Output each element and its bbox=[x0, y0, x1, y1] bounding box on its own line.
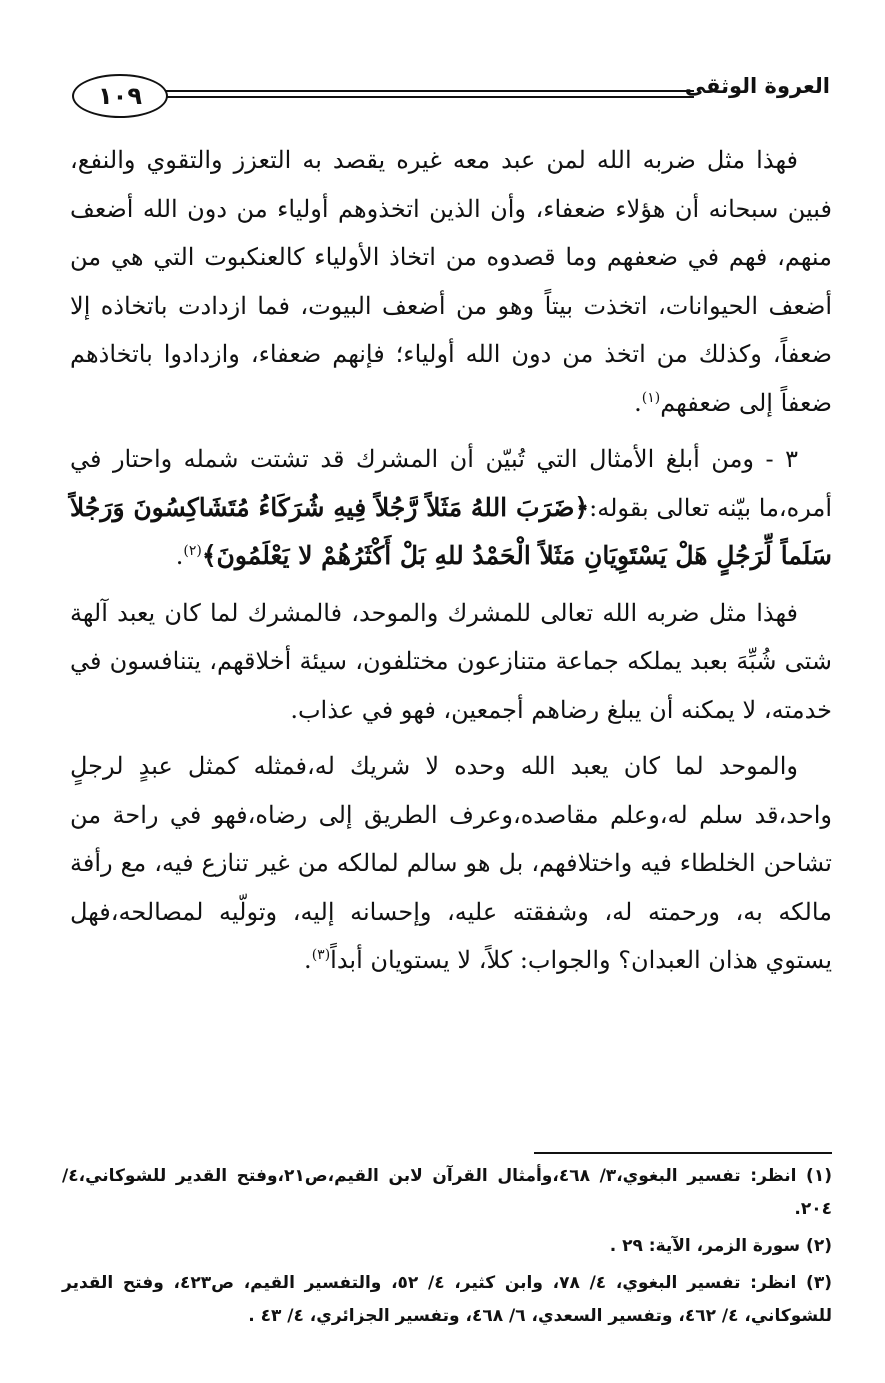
paragraph-1-text: فهذا مثل ضربه الله لمن عبد معه غيره يقصد به التعزز والتقوي والنفع، فبين سبحانه أن هؤلاء ضعفاء، وأن الذين اتخذوهم أولياء من دون الله أضعف منهم، فهم في ضعفهم وما قصدوه من اتخاذ الأولياء كالعنكبوت التي هي من أضعف الحيوانات، اتخذت بيتاً وهو من أضعف البيوت، فما ازدادت باتخاذه إلا ضعفاً، وكذلك من اتخذ من دون الله أولياء؛ فإنهم ضعفاء، وازدادوا باتخاذهم ضعفاً إلى ضعفهم bbox=[70, 146, 832, 417]
paragraph-4 bbox=[70, 742, 832, 985]
running-title: العروة الوثقى bbox=[684, 74, 830, 98]
paragraph-2 bbox=[70, 435, 832, 581]
footnotes bbox=[62, 1160, 832, 1337]
footnote-ref-1: (١) bbox=[641, 389, 661, 406]
footnote-1: (١) انظر: تفسير البغوي،٣/ ٤٦٨،وأمثال القرآن لابن القيم،ص٢١،وفتح القدير للشوكاني،٤/ ٢٠٤. bbox=[62, 1166, 832, 1219]
paragraph-3 bbox=[70, 589, 832, 735]
footnote-3: (٣) انظر: تفسير البغوي، ٤/ ٧٨، وابن كثير، ٤/ ٥٢، والتفسير القيم، ص٤٢٣، وفتح القدير للشوكاني، ٤/ ٤٦٢، وتفسير السعدي، ٦/ ٤٦٨، وتفسير الجزائري، ٤/ ٤٣ . bbox=[62, 1273, 832, 1326]
paragraph-1-end: . bbox=[634, 388, 642, 417]
footnote-ref-3: (٣) bbox=[311, 947, 331, 963]
page-number: ١٠٩ bbox=[72, 74, 168, 118]
header-rule bbox=[166, 90, 694, 92]
paragraph-4-text: والموحد لما كان يعبد الله وحده لا شريك له،فمثله كمثل عبدٍ لرجلٍ واحد،قد سلم له،وعلم مقاصده،وعرف الطريق إلى رضاه،فهو في راحة من تشاحن الخلطاء فيه واختلافهم، بل هو سالم لمالكه من غير تنازع فيه، مع رأفة مالكه به، ورحمته له، وشفقته عليه، وإحسانه إليه، وتولّيه لمصالحه،فهل يستوي هذان العبدان؟ والجواب: كلاً، لا يستويان أبداً bbox=[70, 752, 832, 974]
footnote-2: (٢) سورة الزمر، الآية: ٢٩ . bbox=[609, 1236, 832, 1256]
paragraph-1 bbox=[70, 136, 832, 427]
paragraph-4-end: . bbox=[304, 946, 312, 974]
main-text bbox=[70, 136, 832, 985]
header-rule-double bbox=[166, 96, 694, 98]
page-header bbox=[70, 70, 830, 128]
footnote-separator bbox=[534, 1152, 832, 1154]
paragraph-3-text: فهذا مثل ضربه الله تعالى للمشرك والموحد، فالمشرك لما كان يعبد آلهة شتى شُبِّهَ بعبد يملكه جماعة متنازعون مختلفون، سيئة أخلاقهم، يتنافسون في خدمته، لا يمكنه أن يبلغ رضاهم أجمعين، فهو في عذاب. bbox=[70, 598, 832, 724]
paragraph-2-end: . bbox=[175, 542, 184, 570]
paragraph-2-text: ٣ - ومن أبلغ الأمثال التي تُبيّن أن المشرك قد تشتت شمله واحتار في أمره،ما بيّنه تعالى بقوله: bbox=[70, 445, 833, 522]
footnote-ref-2: (٢) bbox=[183, 543, 202, 559]
quran-verse: ﴿ضَرَبَ اللهُ مَثَلاً رَّجُلاً فِيهِ شُرَكَاءُ مُتَشَاكِسُونَ وَرَجُلاً سَلَماً لِّرَجُلٍ هَلْ يَسْتَوِيَانِ مَثَلاً الْحَمْدُ للهِ بَلْ أَكْثَرُهُمْ لا يَعْلَمُونَ﴾ bbox=[70, 492, 832, 570]
